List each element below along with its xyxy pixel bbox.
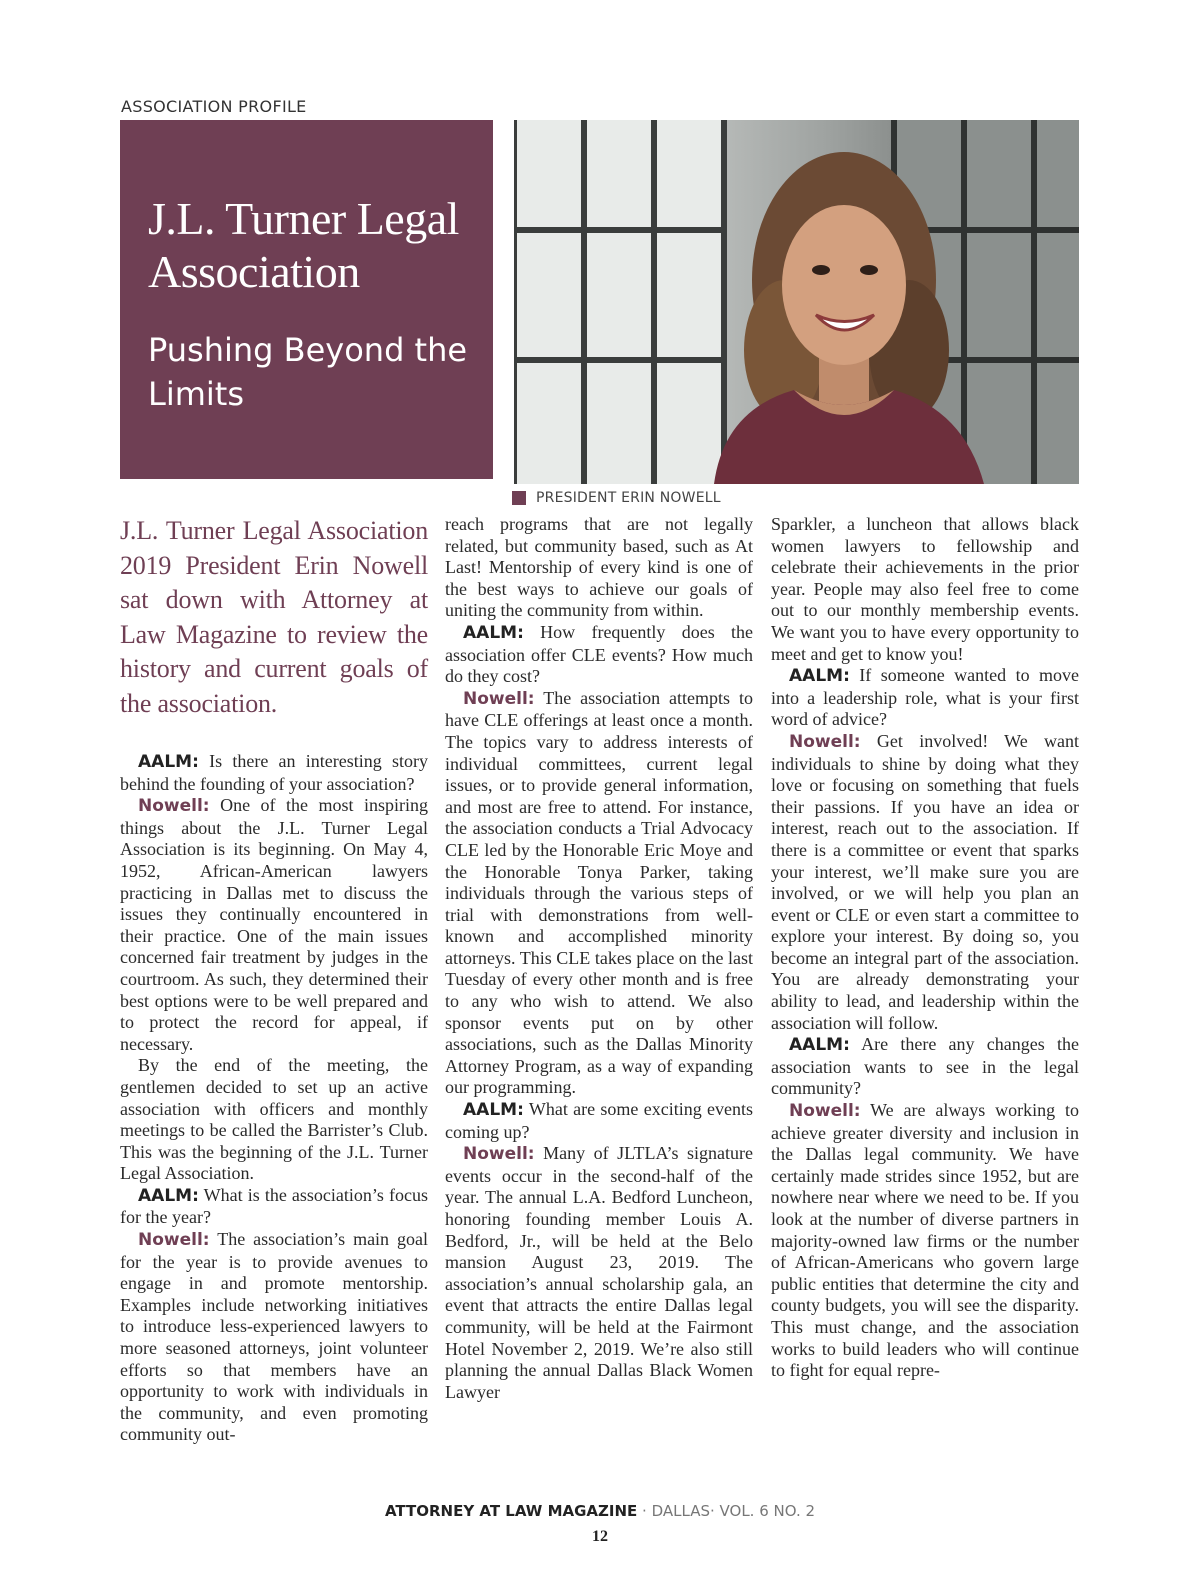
paragraph-text: Is there an interesting story behind the founding of your association? (120, 751, 428, 794)
speaker-nowell: Nowell: (138, 1230, 210, 1251)
president-photo (514, 120, 1079, 484)
speaker-aalm: AALM: (789, 666, 850, 687)
photo-caption (512, 490, 721, 506)
paragraph-text: The association’s main goal for the year is to provide avenues to engage in and promote mentorship. Examples include networking initiatives to introduce less-experienced lawyers to more seasoned attorneys, joint volunteer efforts so that members have an opportunity to work with individuals in the community, and even promoting community out- (120, 1229, 428, 1445)
page-number: 12 (592, 1528, 608, 1545)
speaker-nowell: Nowell: (463, 1144, 535, 1165)
speaker-nowell: Nowell: (789, 731, 861, 752)
article-subtitle: Pushing Beyond the Limits (148, 331, 468, 413)
article-paragraph (120, 1185, 428, 1229)
speaker-aalm: AALM: (138, 752, 199, 772)
intro-text: J.L. Turner Legal Association 2019 President Erin Nowell sat down with Attorney at Law Magazine to review the history and current goals of the association. (120, 516, 428, 718)
paragraph-text: The association attempts to have CLE offerings at least once a month. The topics vary to address interests of individual committees, current legal issues, or to provide general information, and most are free to attend. For instance, the association conducts a Trial Advocacy CLE led by the Honorable Eric Moye and the Honorable Tonya Parker, taking individuals through the various steps of trial with demonstrations from well-known and accomplished minority attorneys. This CLE takes place on the last Tuesday of every other month and is free to any who wish to attend. We also sponsor events put on by other associations, such as the Dallas Minority Attorney Program, as a way of expanding our programming. (445, 687, 753, 1098)
article-paragraph (445, 1099, 753, 1143)
column-body (445, 514, 753, 1403)
paragraph-text: Are there any changes the association wants to see in the legal community? (771, 1034, 1079, 1099)
speaker-aalm: AALM: (463, 622, 524, 643)
caption-text: PRESIDENT ERIN NOWELL (536, 490, 721, 506)
speaker-aalm: AALM: (138, 1185, 199, 1206)
column-body (771, 514, 1079, 1382)
paragraph-text: If someone wanted to move into a leadership role, what is your first word of advice? (771, 665, 1079, 730)
paragraph-text: One of the most inspiring things about the J.L. Turner Legal Association is its beginning. On May 4, 1952, African-American lawyers practicing in Dallas met to discuss the issues they continually encountered in their practice. One of the main issues concerned fair treatment by judges in the courtroom. As such, they determined their best options were to be well prepared and to protect the record for appeal, if necessary. (120, 795, 428, 1054)
article-paragraph (771, 1100, 1079, 1382)
paragraph-text: How frequently does the association offer CLE events? How much do they cost? (445, 621, 753, 687)
article-paragraph (445, 688, 753, 1099)
paragraph-text: Sparkler, a luncheon that allows black women lawyers to fellowship and celebrate their achievements in the prior year. People may also feel free to come out to our monthly membership events. We want you to have every opportunity to meet and get to know you! (771, 514, 1079, 664)
paragraph-text: Get involved! We want individuals to shine by doing what they love or focusing on something that fuels their passions. If you have an idea or interest, reach out to the association. If there is a committee or event that sparks your interest, we’ll make sure you are involved, or we will help you plan an event or CLE or even start a committee to explore your interest. By doing so, you become an integral part of the association. You are already demonstrating your ability to lead, and leadership within the association will follow. (771, 730, 1079, 1033)
article-paragraph (120, 1055, 428, 1185)
paragraph-text: What are some exciting events coming up? (445, 1099, 753, 1142)
speaker-nowell: Nowell: (463, 688, 535, 709)
speaker-aalm: AALM: (463, 1100, 524, 1121)
article-column-3 (771, 514, 1079, 1382)
article-paragraph (445, 622, 753, 688)
edition-info: · DALLAS· VOL. 6 NO. 2 (637, 1502, 816, 1520)
article-column-1 (120, 514, 428, 1446)
photo-illustration (514, 120, 1079, 484)
article-paragraph (771, 1034, 1079, 1100)
article-paragraph (771, 665, 1079, 731)
article-paragraph (120, 795, 428, 1055)
caption-square-icon (512, 491, 526, 505)
magazine-name: ATTORNEY AT LAW MAGAZINE (384, 1502, 638, 1520)
article-paragraph (771, 514, 1079, 665)
article-title: J.L. Turner Legal Association (148, 193, 459, 297)
speaker-nowell: Nowell: (138, 796, 210, 817)
section-label: ASSOCIATION PROFILE (121, 97, 307, 116)
article-paragraph (120, 1229, 428, 1446)
column-body (120, 751, 428, 1446)
title-box (120, 120, 493, 479)
paragraph-text: reach programs that are not legally related, but community based, such as At Last! Mentorship of every kind is one of the best ways to achieve our goals of uniting the community from within. (445, 514, 753, 621)
speaker-aalm: AALM: (789, 1035, 850, 1056)
speaker-nowell: Nowell: (789, 1101, 861, 1122)
paragraph-text: What is the association’s focus for the year? (120, 1184, 428, 1228)
article-column-2 (445, 514, 753, 1403)
paragraph-text: By the end of the meeting, the gentlemen decided to set up an active association with officers and monthly meetings to be called the Barrister’s Club. This was the beginning of the J.L. Turner Legal Association. (120, 1055, 428, 1184)
article-paragraph (445, 1143, 753, 1403)
article-paragraph (771, 731, 1079, 1034)
article-paragraph (120, 751, 428, 795)
paragraph-text: We are always working to achieve greater diversity and inclusion in the Dallas legal community. We have certainly made strides since 1952, but are nowhere near where we need to be. If you look at the number of diverse partners in majority-owned law firms or the number of African-Americans who govern large public entities that determine the city and county budgets, you will see the disparity. This must change, and the association works to build leaders who will continue to fight for equal repre- (771, 1100, 1079, 1381)
page-footer (0, 1502, 1200, 1520)
paragraph-text: Many of JLTLA’s signature events occur in the second-half of the year. The annual L.A. Bedford Luncheon, honoring founding member Louis A. Bedford, Jr., will be held at the Belo mansion August 23, 2019. The association’s annual scholarship gala, an event that attracts the entire Dallas legal community, will be held at the Fairmont Hotel November 2, 2019. We’re also still planning the annual Dallas Black Women Lawyer (445, 1143, 753, 1402)
article-paragraph (445, 514, 753, 622)
